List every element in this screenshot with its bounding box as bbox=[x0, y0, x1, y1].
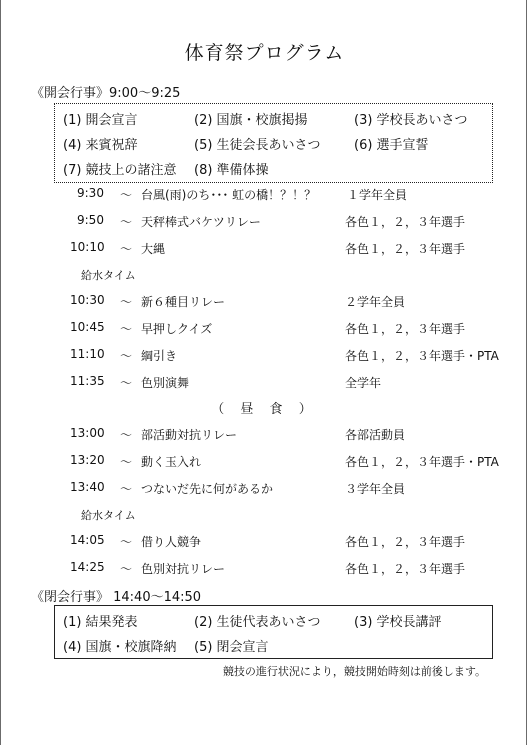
schedule-participants: 各色１，２，３年選手 bbox=[345, 242, 466, 256]
closing-item: (2) 生徒代表あいさつ bbox=[194, 615, 321, 630]
schedule-time: 13:40 bbox=[70, 480, 105, 494]
schedule-row bbox=[1, 240, 527, 260]
closing-item: (4) 国旗・校旗降納 bbox=[63, 640, 177, 655]
schedule-participants: 全学年 bbox=[345, 376, 382, 390]
schedule-participants: 各部活動員 bbox=[345, 428, 406, 442]
schedule-participants: 各色１，２，３年選手 bbox=[345, 562, 466, 576]
schedule-event: つないだ先に何があるか bbox=[141, 482, 274, 496]
opening-item: (4) 来賓祝辞 bbox=[63, 138, 138, 153]
schedule-time: 10:45 bbox=[70, 320, 105, 334]
schedule-row bbox=[1, 186, 527, 206]
schedule-event: 色別対抗リレー bbox=[141, 562, 226, 576]
schedule-row bbox=[1, 480, 527, 500]
schedule-event: 綱引き bbox=[141, 349, 178, 363]
schedule-row bbox=[1, 533, 527, 553]
schedule-participants: ２学年全員 bbox=[345, 295, 406, 309]
closing-items-box bbox=[54, 605, 493, 659]
schedule-tilde: 〜 bbox=[120, 242, 133, 256]
schedule-event: 色別演舞 bbox=[141, 376, 190, 390]
schedule-tilde: 〜 bbox=[120, 295, 133, 309]
schedule-event: 台風(雨)のち･･･ 虹の橋！？！？ bbox=[141, 188, 317, 202]
schedule-tilde: 〜 bbox=[120, 562, 133, 576]
schedule-time: 11:10 bbox=[70, 347, 105, 361]
water-break-note: 給水タイム bbox=[81, 269, 136, 282]
schedule-tilde: 〜 bbox=[120, 376, 133, 390]
schedule-time: 13:20 bbox=[70, 453, 105, 467]
opening-item: (8) 準備体操 bbox=[194, 163, 269, 178]
opening-item: (1) 開会宣言 bbox=[63, 113, 138, 128]
schedule-participants: 各色１，２，３年選手・PTA bbox=[345, 349, 499, 363]
schedule-time: 10:10 bbox=[70, 240, 105, 254]
schedule-tilde: 〜 bbox=[120, 349, 133, 363]
water-break-note: 給水タイム bbox=[81, 509, 136, 522]
schedule-event: 大縄 bbox=[141, 242, 166, 256]
opening-item: (7) 競技上の諸注意 bbox=[63, 163, 177, 178]
schedule-participants: 各色１，２，３年選手・PTA bbox=[345, 455, 499, 469]
schedule-time: 11:35 bbox=[70, 374, 105, 388]
closing-item: (3) 学校長講評 bbox=[354, 615, 442, 630]
schedule-event: 借り人競争 bbox=[141, 535, 202, 549]
schedule-tilde: 〜 bbox=[120, 428, 133, 442]
schedule-participants: 各色１，２，３年選手 bbox=[345, 215, 466, 229]
schedule-tilde: 〜 bbox=[120, 322, 133, 336]
schedule-participants: 各色１，２，３年選手 bbox=[345, 535, 466, 549]
schedule-time: 9:30 bbox=[77, 186, 104, 200]
lunch-break: （ 昼 食 ） bbox=[211, 402, 318, 417]
schedule-tilde: 〜 bbox=[120, 482, 133, 496]
schedule-time: 13:00 bbox=[70, 426, 105, 440]
opening-heading: 《開会行事》9:00〜9:25 bbox=[31, 86, 181, 101]
schedule-event: 動く玉入れ bbox=[141, 455, 202, 469]
schedule-tilde: 〜 bbox=[120, 215, 133, 229]
schedule-participants: 各色１，２，３年選手 bbox=[345, 322, 466, 336]
opening-item: (3) 学校長あいさつ bbox=[354, 113, 468, 128]
schedule-time: 9:50 bbox=[77, 213, 104, 227]
closing-heading: 《閉会行事》 14:40〜14:50 bbox=[31, 590, 202, 605]
closing-item: (1) 結果発表 bbox=[63, 615, 138, 630]
schedule-row bbox=[1, 453, 527, 473]
schedule-row bbox=[1, 320, 527, 340]
opening-item: (5) 生徒会長あいさつ bbox=[194, 138, 321, 153]
schedule-row bbox=[1, 426, 527, 446]
schedule-event: 部活動対抗リレー bbox=[141, 428, 238, 442]
schedule-row bbox=[1, 560, 527, 580]
page-title: 体育祭プログラム bbox=[184, 42, 345, 64]
schedule-tilde: 〜 bbox=[120, 188, 133, 202]
schedule-participants: １学年全員 bbox=[347, 188, 408, 202]
schedule-row bbox=[1, 213, 527, 233]
schedule-time: 14:05 bbox=[70, 533, 105, 547]
schedule-time: 14:25 bbox=[70, 560, 105, 574]
schedule-row bbox=[1, 293, 527, 313]
schedule-participants: ３学年全員 bbox=[345, 482, 406, 496]
schedule-event: 早押しクイズ bbox=[141, 322, 213, 336]
opening-item: (6) 選手宣誓 bbox=[354, 138, 429, 153]
schedule-tilde: 〜 bbox=[120, 455, 133, 469]
schedule-time: 10:30 bbox=[70, 293, 105, 307]
timing-footnote: 競技の進行状況により，競技開始時刻は前後します。 bbox=[222, 665, 486, 678]
schedule-row bbox=[1, 347, 527, 367]
schedule-event: 天秤棒式バケツリレー bbox=[141, 215, 261, 229]
closing-item: (5) 閉会宣言 bbox=[194, 640, 269, 655]
schedule-tilde: 〜 bbox=[120, 535, 133, 549]
schedule-event: 新６種目リレー bbox=[141, 295, 226, 309]
opening-item: (2) 国旗・校旗掲揚 bbox=[194, 113, 308, 128]
schedule-row bbox=[1, 374, 527, 394]
opening-items-box bbox=[54, 103, 493, 183]
